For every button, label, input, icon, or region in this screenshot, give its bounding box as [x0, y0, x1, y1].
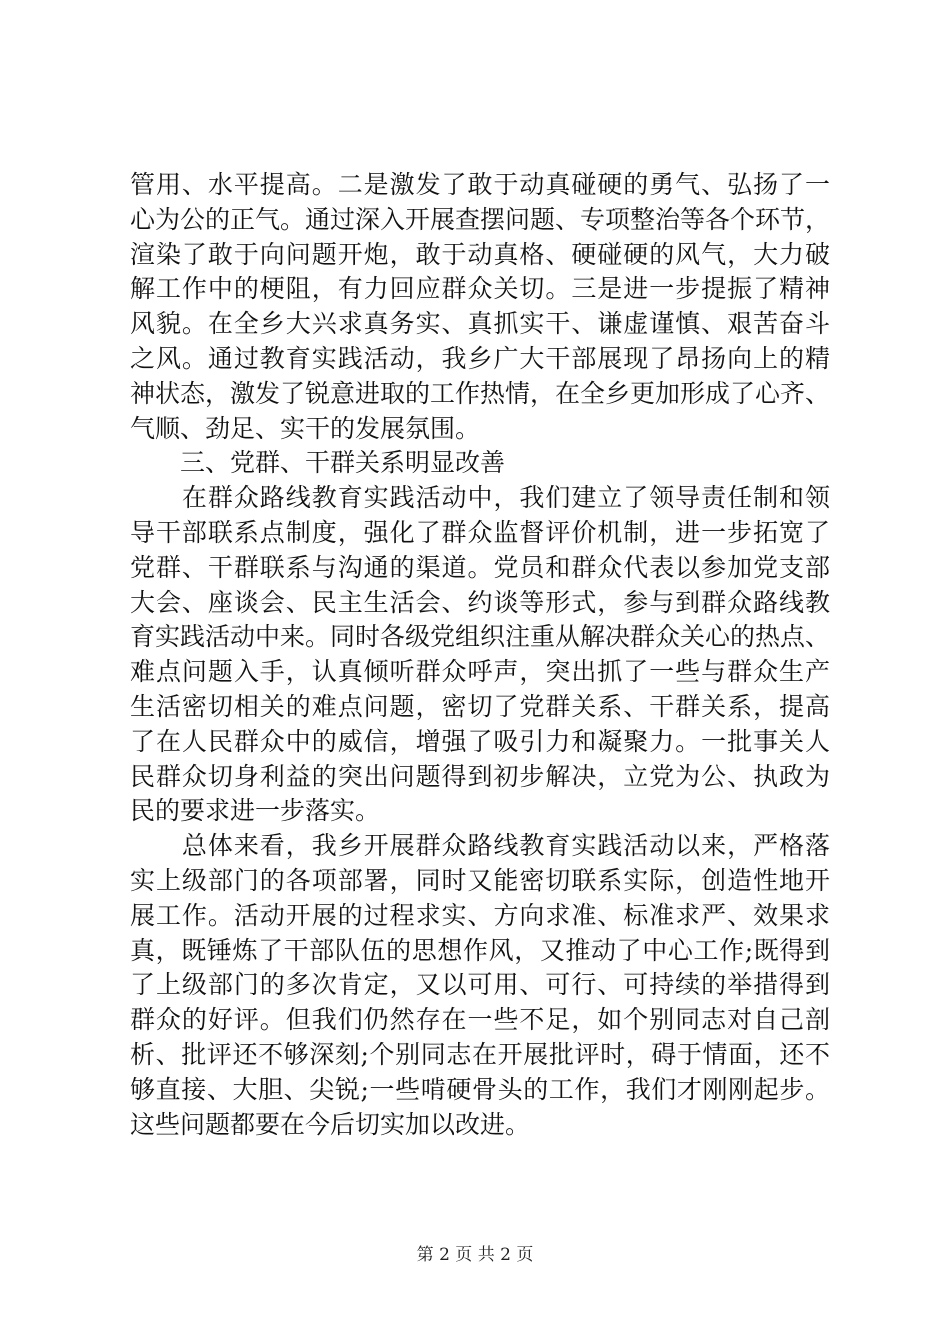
- text-line: 难点问题入手，认真倾听群众呼声，突出抓了一些与群众生产: [130, 657, 830, 687]
- document-body: [130, 168, 830, 1142]
- text-line: 展工作。活动开展的过程求实、方向求准、标准求严、效果求: [130, 900, 830, 930]
- text-line: 育实践活动中来。同时各级党组织注重从解决群众关心的热点、: [130, 622, 831, 652]
- text-line: 大会、座谈会、民主生活会、约谈等形式，参与到群众路线教: [130, 587, 830, 617]
- text-line: 够直接、大胆、尖锐;一些啃硬骨头的工作，我们才刚刚起步。: [130, 1074, 830, 1104]
- text-line: 实上级部门的各项部署，同时又能密切联系实际，创造性地开: [130, 865, 830, 895]
- text-line: 总体来看，我乡开展群众路线教育实践活动以来，严格落: [130, 831, 830, 861]
- text-line: 管用、水平提高。二是激发了敢于动真碰硬的勇气、弘扬了一: [130, 170, 830, 199]
- text-line: 气顺、劲足、实干的发展氛围。: [130, 413, 481, 443]
- text-line: 渲染了敢于向问题开炮，敢于动真格、硬碰硬的风气，大力破: [130, 239, 830, 269]
- text-line: 了上级部门的多次肯定，又以可用、可行、可持续的举措得到: [130, 970, 830, 1000]
- text-line: 这些问题都要在今后切实加以改进。: [130, 1109, 531, 1139]
- text-line: 民的要求进一步落实。: [130, 796, 381, 826]
- text-line: 风貌。在全乡大兴求真务实、真抓实干、谦虚谨慎、艰苦奋斗: [130, 309, 830, 339]
- text-line: 民群众切身利益的突出问题得到初步解决，立党为公、执政为: [130, 761, 830, 791]
- text-line: 生活密切相关的难点问题，密切了党群关系、干群关系，提高: [130, 691, 830, 721]
- page-footer: 第 2 页 共 2 页: [416, 1245, 534, 1265]
- text-line: 真，既锤炼了干部队伍的思想作风，又推动了中心工作;既得到: [130, 935, 830, 965]
- text-line: 在群众路线教育实践活动中，我们建立了领导责任制和领: [130, 483, 830, 513]
- text-line: 党群、干群联系与沟通的渠道。党员和群众代表以参加党支部: [130, 552, 830, 582]
- text-line: 解工作中的梗阻，有力回应群众关切。三是进一步提振了精神: [130, 274, 830, 304]
- text-line: 心为公的正气。通过深入开展查摆问题、专项整治等各个环节，: [130, 204, 831, 234]
- text-line: 导干部联系点制度，强化了群众监督评价机制，进一步拓宽了: [130, 517, 830, 547]
- text-line: 了在人民群众中的威信，增强了吸引力和凝聚力。一批事关人: [130, 726, 830, 756]
- text-line: 神状态，激发了锐意进取的工作热情，在全乡更加形成了心齐、: [130, 378, 831, 408]
- text-line: 析、批评还不够深刻;个别同志在开展批评时，碍于情面，还不: [130, 1039, 830, 1069]
- text-line: 之风。通过教育实践活动，我乡广大干部展现了昂扬向上的精: [130, 343, 830, 373]
- text-line: 三、党群、干群关系明显改善: [130, 448, 506, 478]
- text-line: 群众的好评。但我们仍然存在一些不足，如个别同志对自己剖: [130, 1005, 830, 1035]
